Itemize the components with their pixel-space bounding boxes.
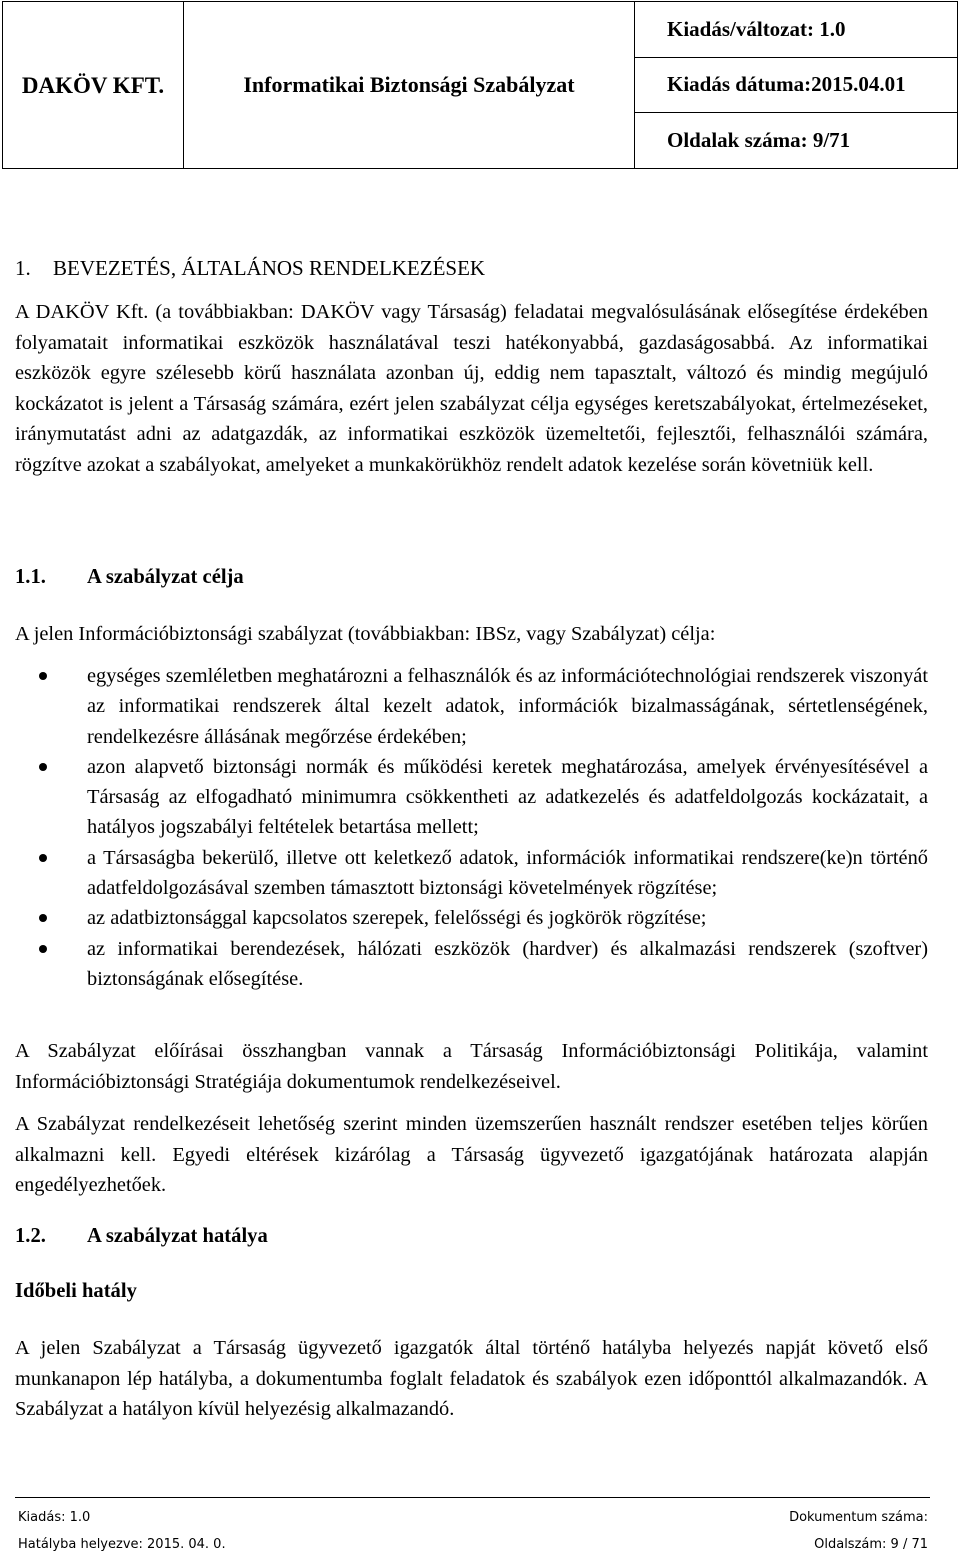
harmony-paragraph: A Szabályzat előírásai összhangban vannak a Társaság Információbiztonsági Politikája, valamint Információbiztonsági Stratégiája dokumentumok rendelkezéseivel. — [15, 1040, 928, 1093]
bullet-icon — [39, 945, 47, 953]
bullet-icon — [39, 914, 47, 922]
footer-doc-number: Dokumentum száma: — [789, 1510, 928, 1525]
section-number: 1.2. — [15, 1225, 46, 1247]
list-item: azon alapvető biztonsági normák és működési keretek meghatározása, amelyek érvényesítésével a Társaság az elfogadható minimumra csökkentheti az adatkezelés és adatfeldolgozás kockázatait, a hatályos jogszabályi feltételek betartása mellett; — [15, 752, 928, 843]
page-count: Oldalak száma: 9/71 — [635, 113, 958, 169]
issue-version: Kiadás/változat: 1.0 — [635, 2, 958, 58]
purpose-lead: A jelen Információbiztonsági szabályzat (továbbiakban: IBSz, vagy Szabályzat) célja: — [15, 623, 716, 645]
application-paragraph: A Szabályzat rendelkezéseit lehetőség szerint minden üzemszerűen használt rendszer esetében teljes körűen alkalmazni kell. Egyedi eltérések kizárólag a Társaság ügyvezető igazgatójának határozata alapján engedélyezhetőek. — [15, 1113, 928, 1196]
list-item: az informatikai berendezések, hálózati eszközök (hardver) és alkalmazási rendszerek (szoftver) biztonságának elősegítése. — [15, 934, 928, 995]
intro-paragraph: A DAKÖV Kft. (a továbbiakban: DAKÖV vagy Társaság) feladatai megvalósulásának elősegítése érdekében folyamatait informatikai eszközök használatával teszi hatékonyabbá, gazdaságosabbá. Az informatikai eszközök egyre szélesebb körű használata azonban új, eddig nem tapasztalt, változó és mindig megújuló kockázatot is jelent a Társaság számára, ezért jelen szabályzat célja egységes keretszabályokat, értelmezéseket, iránymutatást adni az adatgazdák, az informatikai eszközök üzemeltetői, fejlesztői, felhasználói számára, rögzítve azokat a szabályokat, amelyeket a munkakörükhöz rendelt adatok kezelése során követniük kell. — [15, 301, 928, 476]
footer-divider — [15, 1497, 930, 1498]
footer-issue: Kiadás: 1.0 — [18, 1510, 91, 1525]
chapter-number: 1. — [15, 256, 31, 280]
section-title: A szabályzat célja — [87, 566, 244, 588]
subheading-temporal-scope: Időbeli hatály — [15, 1280, 137, 1302]
temporal-scope-paragraph: A jelen Szabályzat a Társaság ügyvezető igazgatók által történő hatályba helyezés napját követő első munkanapon lép hatályba, a dokumentumba foglalt feladatok és szabályok ezen időponttól alkalmazandók. A Szabályzat a hatályon kívül helyezésig alkalmazandó. — [15, 1337, 928, 1420]
list-item: egységes szemléletben meghatározni a felhasználók és az információtechnológiai rendszerek viszonyát az informatikai rendszerek által kezelt adatok, információk bizalmasságának, sértetlenségének, rendelkezésre állásának megőrzése érdekében; — [15, 661, 928, 752]
bullet-icon — [39, 763, 47, 771]
section-heading-scope — [15, 1225, 268, 1248]
issue-date: Kiadás dátuma:2015.04.01 — [635, 57, 958, 113]
company-name: DAKÖV KFT. — [3, 2, 184, 169]
section-title: A szabályzat hatálya — [87, 1225, 268, 1247]
footer-page: Oldalszám: 9 / 71 — [814, 1537, 928, 1552]
bullet-icon — [39, 854, 47, 862]
list-item: a Társaságba bekerülő, illetve ott keletkező adatok, információk informatikai rendszere(ke)n történő adatfeldolgozásával szemben támasztott biztonsági követelmények rögzítése; — [15, 843, 928, 904]
chapter-title: BEVEZETÉS, ÁLTALÁNOS RENDELKEZÉSEK — [53, 256, 486, 280]
bullet-icon — [39, 672, 47, 680]
section-number: 1.1. — [15, 566, 46, 588]
purpose-list — [15, 661, 928, 994]
list-item: az adatbiztonsággal kapcsolatos szerepek, felelősségi és jogkörök rögzítése; — [15, 903, 928, 933]
footer-effective: Hatályba helyezve: 2015. 04. 0. — [18, 1537, 226, 1552]
section-heading-purpose — [15, 566, 244, 589]
document-title: Informatikai Biztonsági Szabályzat — [184, 2, 635, 169]
chapter-heading — [15, 256, 485, 281]
header-table — [2, 1, 958, 169]
